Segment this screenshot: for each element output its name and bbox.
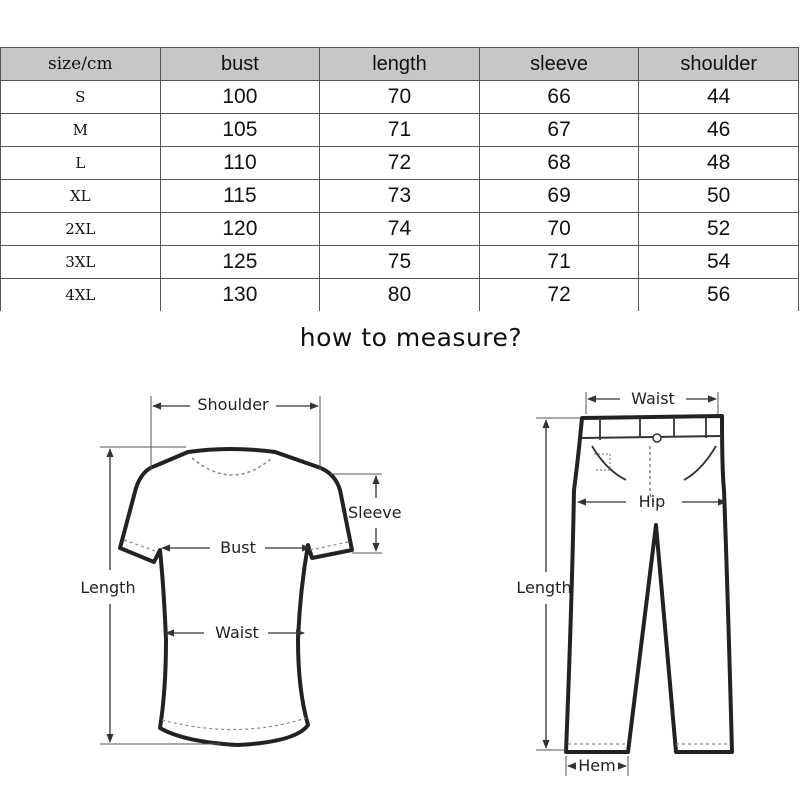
cell-length: 70	[320, 81, 480, 114]
bust-label: Bust	[220, 538, 256, 557]
header-length: length	[320, 48, 480, 81]
cell-sleeve: 72	[479, 279, 639, 312]
cell-bust: 105	[160, 114, 320, 147]
shirt-length-label: Length	[80, 578, 136, 597]
cell-bust: 115	[160, 180, 320, 213]
cell-shoulder: 52	[639, 213, 799, 246]
how-to-measure-heading: how to measure?	[299, 323, 523, 352]
cell-size: L	[1, 147, 161, 180]
cell-length: 75	[320, 246, 480, 279]
header-shoulder: shoulder	[639, 48, 799, 81]
cell-shoulder: 48	[639, 147, 799, 180]
cell-shoulder: 44	[639, 81, 799, 114]
cell-sleeve: 69	[479, 180, 639, 213]
cell-sleeve: 70	[479, 213, 639, 246]
shirt-waist-label: Waist	[215, 623, 259, 642]
header-bust: bust	[160, 48, 320, 81]
cell-bust: 110	[160, 147, 320, 180]
cell-shoulder: 56	[639, 279, 799, 312]
cell-shoulder: 46	[639, 114, 799, 147]
pants-waist-measure	[586, 389, 718, 414]
pants-waist-label: Waist	[631, 389, 675, 408]
cell-sleeve: 68	[479, 147, 639, 180]
cell-length: 74	[320, 213, 480, 246]
pants-outline	[566, 416, 732, 752]
cell-size: 2XL	[1, 213, 161, 246]
pants-button	[653, 434, 661, 442]
pants-length-label: Length	[516, 578, 572, 597]
cell-size: S	[1, 81, 161, 114]
cell-size: M	[1, 114, 161, 147]
pants-illustration	[566, 416, 732, 752]
header-sleeve: sleeve	[479, 48, 639, 81]
cell-length: 73	[320, 180, 480, 213]
cell-length: 71	[320, 114, 480, 147]
cell-bust: 125	[160, 246, 320, 279]
cell-sleeve: 66	[479, 81, 639, 114]
cell-size: 3XL	[1, 246, 161, 279]
cell-bust: 120	[160, 213, 320, 246]
cell-length: 80	[320, 279, 480, 312]
shoulder-label: Shoulder	[197, 395, 269, 414]
cell-size: XL	[1, 180, 161, 213]
hip-label: Hip	[638, 492, 666, 511]
tshirt-illustration	[120, 449, 352, 745]
cell-size: 4XL	[1, 279, 161, 312]
cell-bust: 100	[160, 81, 320, 114]
tshirt-outline	[120, 449, 352, 745]
cell-shoulder: 50	[639, 180, 799, 213]
cell-sleeve: 71	[479, 246, 639, 279]
sleeve-label: Sleeve	[348, 503, 402, 522]
hem-label: Hem	[578, 756, 616, 775]
cell-sleeve: 67	[479, 114, 639, 147]
cell-bust: 130	[160, 279, 320, 312]
header-size: size/cm	[1, 48, 161, 81]
hem-measure	[566, 756, 628, 776]
cell-length: 72	[320, 147, 480, 180]
cell-shoulder: 54	[639, 246, 799, 279]
